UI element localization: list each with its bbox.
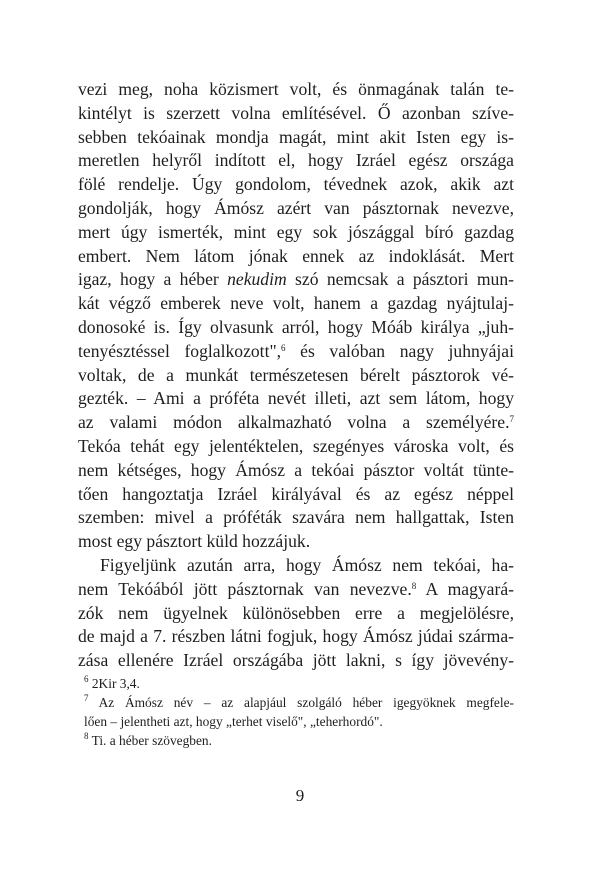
text-run: sebben tekóainak mondja magát, mint akit Isten egy is- <box>78 126 514 147</box>
text-line <box>78 364 514 388</box>
text-run: A magyará- <box>416 578 514 599</box>
text-line <box>78 435 514 459</box>
text-line <box>78 554 514 578</box>
text-run: nem Tekóából jött pásztornak van nevezve. <box>78 578 412 599</box>
text-run: kintélyt is szerzett volna említésével. Ő azonban szíve- <box>78 102 514 123</box>
text-run: igaz, hogy a héber <box>78 269 228 290</box>
text-run: zók nem ügyelnek különösebben erre a megjelölésre, <box>78 602 514 623</box>
footnote-marker: 8 <box>411 580 417 591</box>
text-run: tően hangoztatja Izráel királyával és az egész néppel <box>78 483 514 504</box>
text-line <box>78 530 514 554</box>
text-run: vezi meg, noha közismert volt, és önmagának talán te- <box>78 79 514 99</box>
footnote-text: Ti. a héber szövegben. <box>91 733 212 748</box>
footnote-number: 7 <box>84 693 89 703</box>
text-line <box>78 197 514 221</box>
footnote-marker: 6 <box>281 342 286 353</box>
body-text <box>78 78 514 673</box>
text-line <box>78 126 514 150</box>
footnote-number: 6 <box>84 674 89 684</box>
text-line <box>78 602 514 626</box>
text-line <box>78 506 514 530</box>
footnote-line <box>78 674 514 693</box>
text-run: most egy pásztort küld hozzájuk. <box>78 531 311 552</box>
text-line <box>78 316 514 340</box>
footnote-text: lően – jelentheti azt, hogy „terhet viselő", „teherhordó". <box>84 714 383 729</box>
footnotes <box>78 674 514 750</box>
text-line <box>78 173 514 197</box>
text-line <box>78 102 514 126</box>
footnote-number: 8 <box>84 731 89 741</box>
text-line <box>78 625 514 649</box>
text-run: de majd a 7. részben látni fogjuk, hogy Ámósz júdai szárma- <box>78 626 514 647</box>
text-line <box>78 578 514 602</box>
text-run: embert. Nem látom jónak ennek az indoklását. Mert <box>78 245 514 266</box>
text-run: szó nemcsak a pásztori mun- <box>286 269 514 290</box>
footnote-text: Az Ámósz név – az alapjául szolgáló héber igegyöknek megfele- <box>98 695 514 710</box>
text-run: gezték. – Ami a próféta nevét illeti, azt sem látom, hogy <box>78 388 514 409</box>
footnote-line <box>78 731 514 750</box>
text-run: szemben: mivel a próféták szavára nem hallgattak, Isten <box>78 507 514 528</box>
text-line <box>78 387 514 411</box>
text-line <box>78 649 514 673</box>
text-run: Tekóa tehát egy jelentéktelen, szegényes városka volt, és <box>78 435 514 456</box>
text-line <box>78 292 514 316</box>
text-run: gondolják, hogy Ámósz azért van pásztornak nevezve, <box>78 197 514 218</box>
text-line <box>78 483 514 507</box>
page-number: 9 <box>295 786 305 805</box>
text-line <box>78 268 514 292</box>
text-run: és valóban nagy juhnyájai <box>285 340 514 361</box>
text-run: Figyeljünk azután arra, hogy Ámósz nem tekóai, ha- <box>100 554 514 575</box>
footnote-marker: 7 <box>509 414 514 425</box>
text-run: az valami módon alkalmazható volna a személyére. <box>78 412 510 433</box>
footnote-line <box>78 712 514 731</box>
text-run: voltak, de a munkát természetesen bérelt pásztorok vé- <box>78 364 514 385</box>
text-line <box>78 78 514 102</box>
text-run: zása ellenére Izráel országába jött lakni, s így jövevény- <box>78 650 514 671</box>
text-line <box>78 221 514 245</box>
footnote-line <box>78 693 514 712</box>
text-run: donosoké is. Így olvasunk arról, hogy Móáb királya „juh- <box>78 316 514 337</box>
text-run: kát végző emberek neve volt, hanem a gazdag nyájtulaj- <box>78 293 514 314</box>
text-run: tenyésztéssel foglalkozott", <box>78 340 282 361</box>
text-line <box>78 459 514 483</box>
text-line <box>78 149 514 173</box>
text-run: mert úgy ismerték, mint egy sok jószággal bíró gazdag <box>78 221 514 242</box>
text-line <box>78 245 514 269</box>
footnote-text: 2Kir 3,4. <box>91 676 140 691</box>
italic-term: nekudim <box>227 269 287 290</box>
text-line <box>78 340 514 364</box>
text-run: fölé rendelje. Úgy gondolom, tévednek azok, akik azt <box>78 174 514 195</box>
text-line <box>78 411 514 435</box>
text-run: meretlen helyről indított el, hogy Izráel egész országa <box>78 150 514 171</box>
text-run: nem kétséges, hogy Ámósz a tekóai pásztor voltát tünte- <box>78 459 514 480</box>
